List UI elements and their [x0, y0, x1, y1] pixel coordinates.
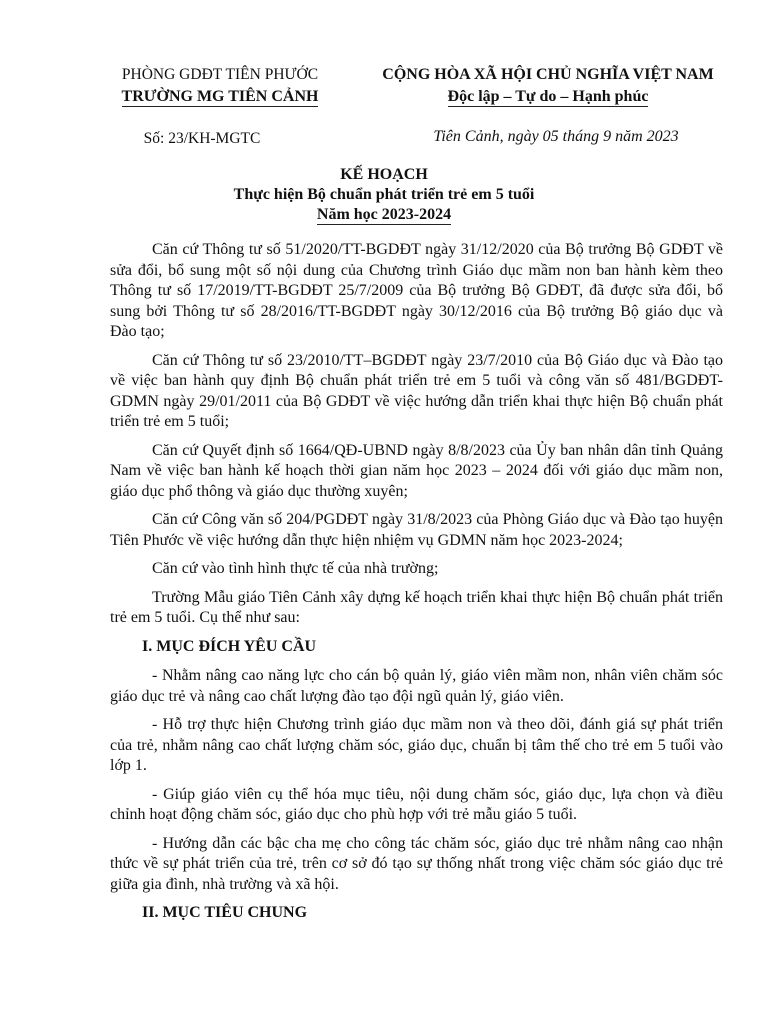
document-header: [0, 66, 768, 146]
place-date: Tiên Cảnh, ngày 05 tháng 9 năm 2023: [433, 128, 679, 145]
document-title: [0, 164, 768, 225]
national-motto: Độc lập – Tự do – Hạnh phúc: [447, 88, 649, 105]
paragraph: Căn cứ Thông tư số 51/2020/TT-BGDĐT ngày 31/12/2020 của Bộ trưởng Bộ GDĐT về sửa đổi, bổ sung một số nội dung của Chương trình Giáo dục mầm non ban hành kèm theo Thông tư số 17/2019/TT-BGDĐT 25/7/2009 của Bộ trưởng Bộ GDĐT, đã được sửa đổi, bổ sung bởi Thông tư số 28/2016/TT-BGDĐT ngày 30/12/2016 của Bộ trưởng Bộ giáo dục và Đào tạo;: [110, 241, 723, 340]
department-name: PHÒNG GDĐT TIÊN PHƯỚC: [121, 66, 319, 83]
list-item: - Giúp giáo viên cụ thể hóa mục tiêu, nội dung chăm sóc, giáo dục, lựa chọn và điều chỉnh hoạt động chăm sóc, giáo dục cho phù hợp với trẻ mẫu giáo 5 tuổi.: [110, 785, 723, 823]
section-heading: II. MỤC TIÊU CHUNG: [142, 904, 308, 921]
school-name: TRƯỜNG MG TIÊN CẢNH: [121, 88, 319, 105]
paragraph: Căn cứ Thông tư số 23/2010/TT–BGDĐT ngày 23/7/2010 của Bộ Giáo dục và Đào tạo về việc ban hành quy định Bộ chuẩn phát triển trẻ em 5 tuổi và công văn số 481/BGDĐT-GDMN ngày 29/01/2011 của Bộ GDĐT về việc hướng dẫn triển khai thực hiện Bộ chuẩn phát triển trẻ em 5 tuổi;: [110, 351, 723, 430]
document-body: [110, 240, 723, 933]
section-heading: I. MỤC ĐÍCH YÊU CẦU: [142, 637, 317, 655]
national-title: CỘNG HÒA XÃ HỘI CHỦ NGHĨA VIỆT NAM: [382, 66, 714, 83]
paragraph: Căn cứ Quyết định số 1664/QĐ-UBND ngày 8/8/2023 của Ủy ban nhân dân tỉnh Quảng Nam về việc ban hành kế hoạch thời gian năm học 2023 – 2024 đối với giáo dục mầm non, giáo dục phổ thông và giáo dục thường xuyên;: [110, 441, 723, 500]
list-item: - Hỗ trợ thực hiện Chương trình giáo dục mầm non và theo dõi, đánh giá sự phát triển của trẻ, nhằm nâng cao chất lượng chăm sóc, giáo dục, chuẩn bị tâm thế cho trẻ em 5 tuổi vào lớp 1.: [110, 716, 723, 774]
paragraph: Căn cứ Công văn số 204/PGDĐT ngày 31/8/2023 của Phòng Giáo dục và Đào tạo huyện Tiên Phước về việc hướng dẫn thực hiện nhiệm vụ GDMN năm học 2023-2024;: [110, 511, 723, 549]
document-number: Số: 23/KH-MGTC: [143, 130, 261, 147]
list-item: - Nhằm nâng cao năng lực cho cán bộ quản lý, giáo viên mầm non, nhân viên chăm sóc giáo dục trẻ và nâng cao chất lượng đào tạo đội ngũ quản lý, giáo viên.: [110, 667, 723, 705]
paragraph: Trường Mẫu giáo Tiên Cảnh xây dựng kế hoạch triển khai thực hiện Bộ chuẩn phát triển trẻ em 5 tuổi. Cụ thể như sau:: [110, 588, 723, 626]
title-line-2: Thực hiện Bộ chuẩn phát triển trẻ em 5 tuổi: [233, 186, 535, 203]
paragraph: Căn cứ vào tình hình thực tế của nhà trường;: [152, 560, 439, 577]
title-line-1: KẾ HOẠCH: [340, 166, 428, 183]
title-line-3: Năm học 2023-2024: [316, 206, 452, 223]
list-item: - Hướng dẫn các bậc cha mẹ cho công tác chăm sóc, giáo dục trẻ nhằm nâng cao nhận thức về sự phát triển của trẻ, trên cơ sở đó tạo sự thống nhất trong việc chăm sóc giáo dục trẻ giữa gia đình, nhà trường và xã hội.: [110, 834, 723, 893]
